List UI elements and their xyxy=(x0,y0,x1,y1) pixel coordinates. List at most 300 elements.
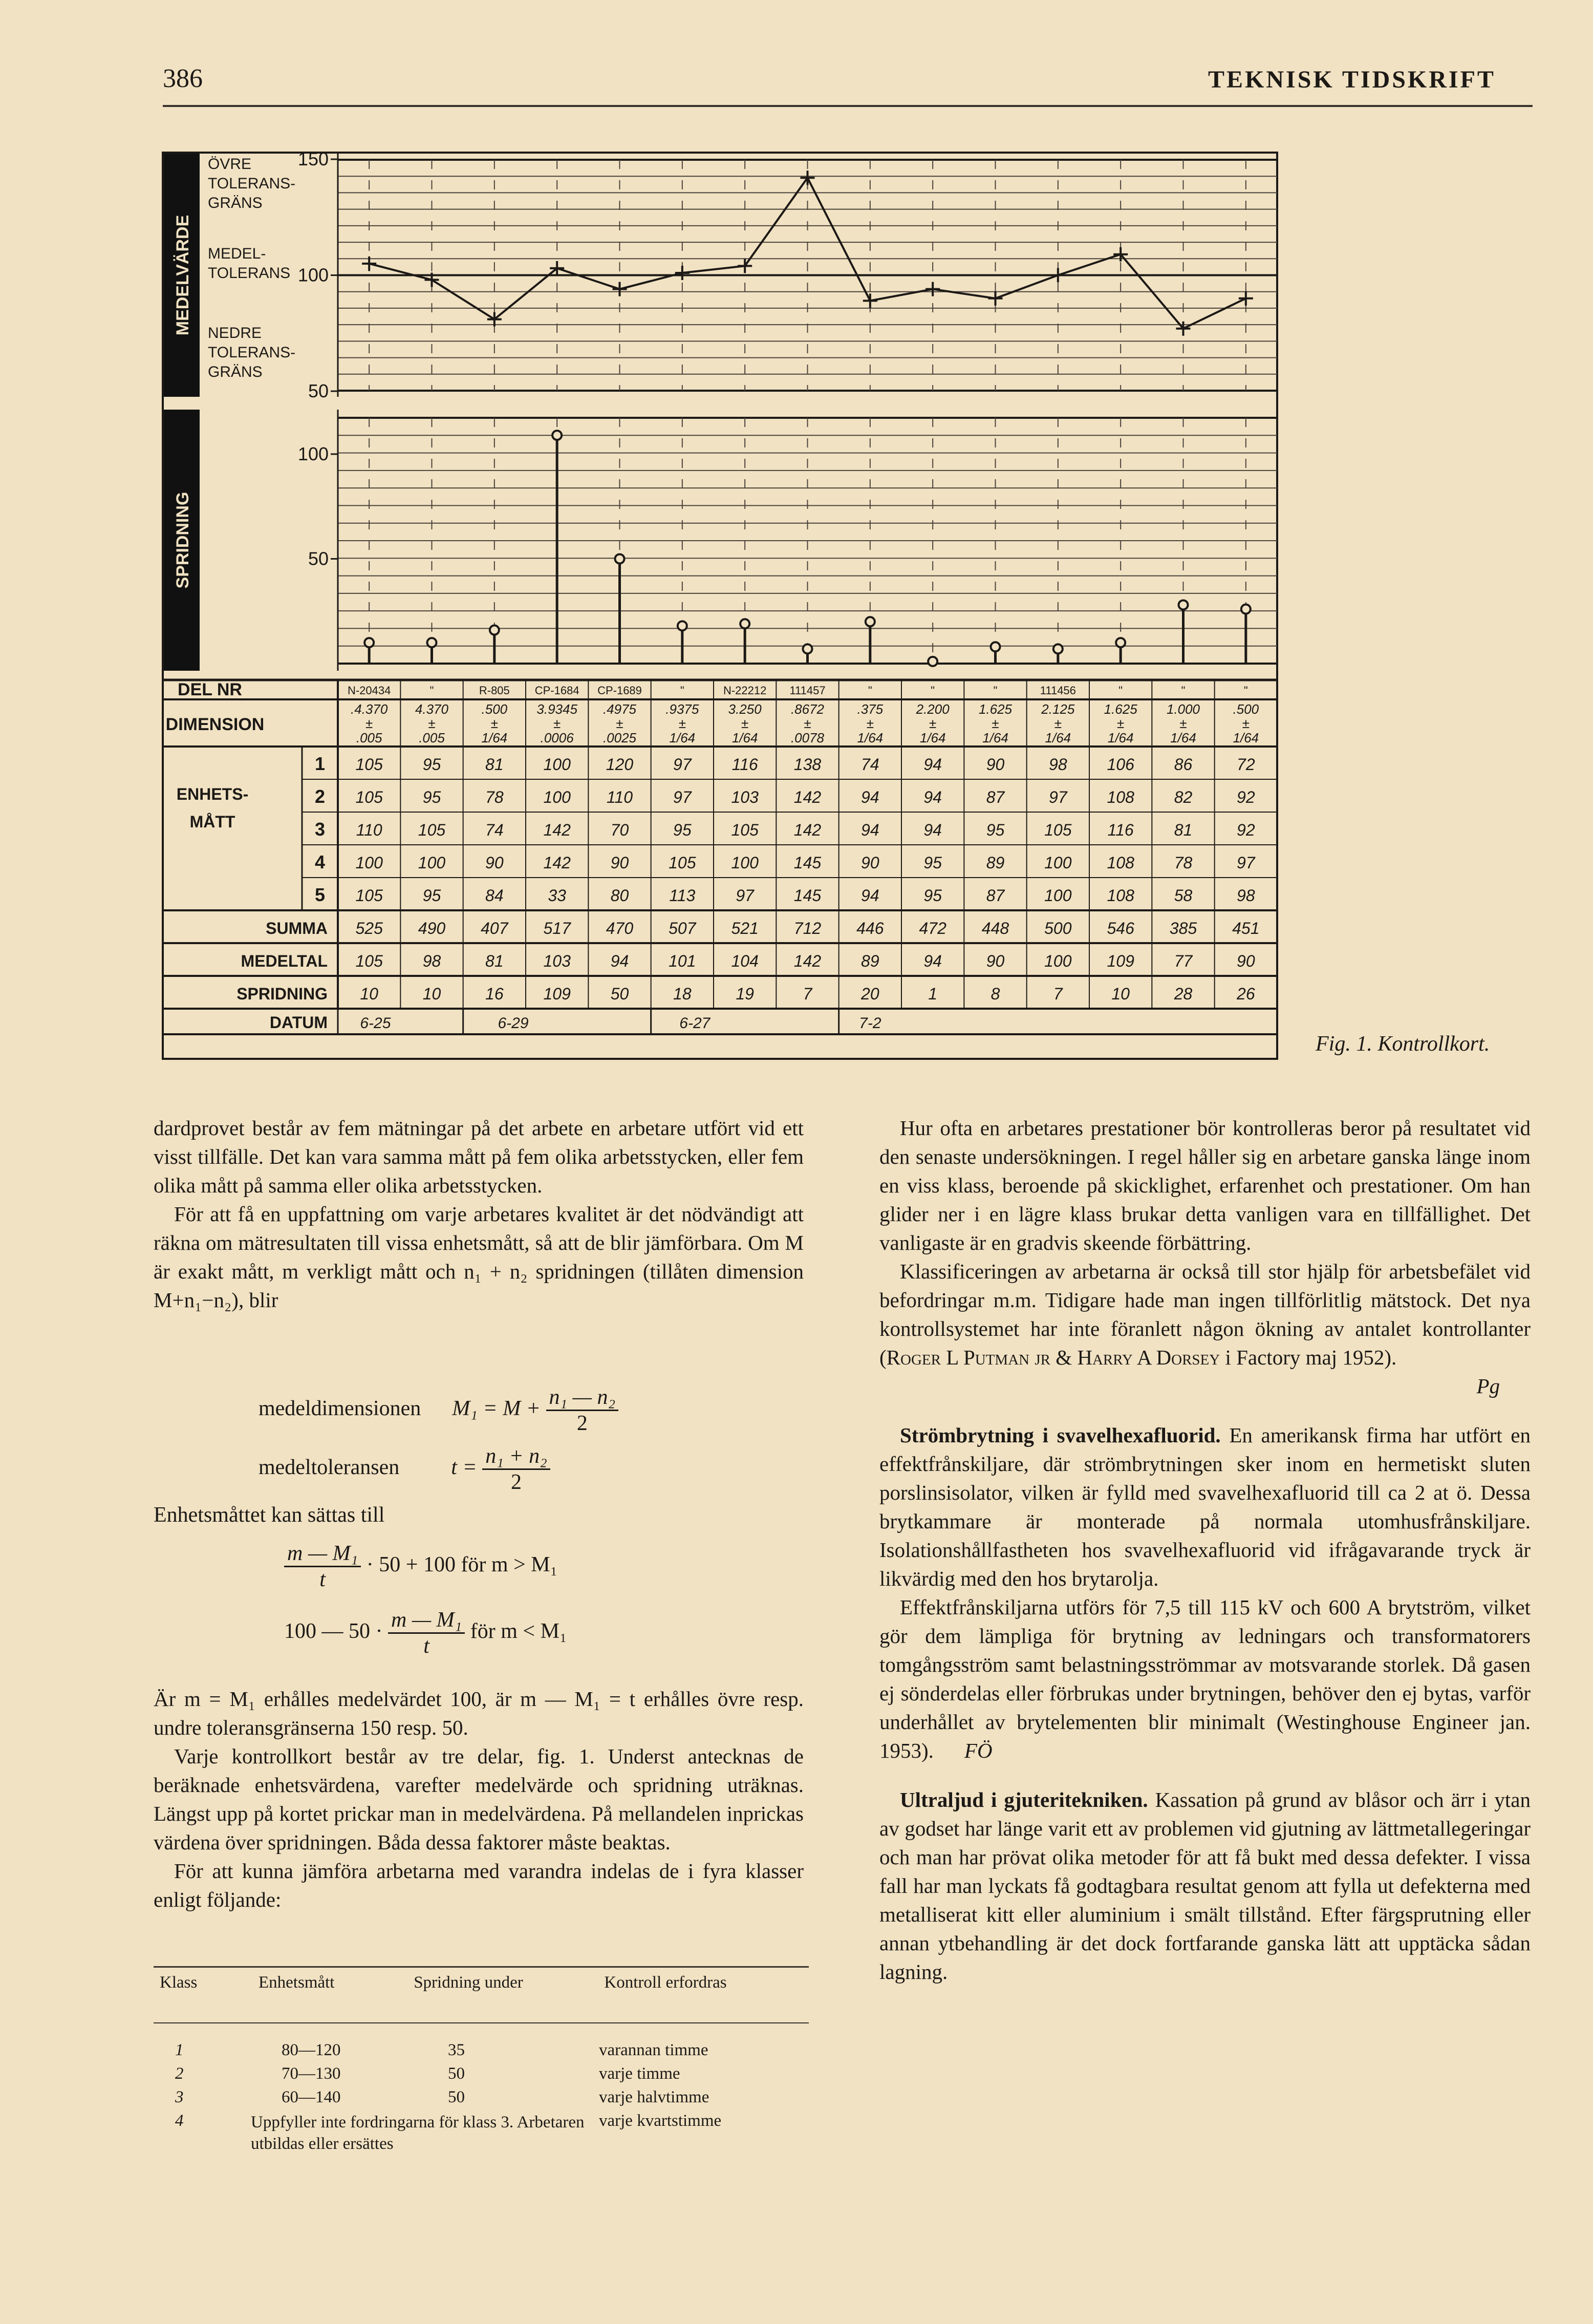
enhetsmatt-value: 98 xyxy=(1049,755,1067,774)
spridning-value: 10 xyxy=(360,985,378,1003)
class-row-3-spridning: 50 xyxy=(448,2088,465,2106)
enhetsmatt-value: 94 xyxy=(861,821,879,839)
label-medel-tolerans-0: MEDEL- xyxy=(208,245,266,262)
dimension-tolerance: .0025 xyxy=(602,730,637,745)
spridning-point xyxy=(678,621,687,630)
row-label-summa: SUMMA xyxy=(266,919,328,937)
right-paragraph-2-text: Klassificeringen av arbetarna är också till stor hjälp för arbetsbefälet vid befordringar m.m. Tidigare hade man ingen tillförlitlig mätstock. Det nya kontrollsystemet har inte föranlett någon ökning av antalet kontrollanter ( xyxy=(879,1260,1531,1369)
figure-caption: Fig. 1. Kontrollkort. xyxy=(1316,1032,1490,1056)
dimension-tolerance: 1/64 xyxy=(1107,730,1134,745)
row-label-medeltal: MEDELTAL xyxy=(241,952,328,970)
dimension-plusminus: ± xyxy=(428,716,436,731)
medelvarde-point xyxy=(1239,291,1253,306)
medeltal-value: 89 xyxy=(861,952,879,970)
enhetsmatt-value: 100 xyxy=(1044,854,1072,872)
dimension-plusminus: ± xyxy=(741,716,749,731)
enhetsmatt-value: 94 xyxy=(923,755,942,774)
formula-1-label: medeldimensionen xyxy=(259,1397,421,1421)
spridning-point xyxy=(1241,605,1251,614)
spridning-point xyxy=(364,638,374,647)
upper-tick-label-100: 100 xyxy=(297,264,329,286)
spridning-point xyxy=(552,431,562,440)
measurement-number-1: 1 xyxy=(314,753,326,774)
class-row-2-kontroll: varje timme xyxy=(599,2064,680,2083)
enhetsmatt-value: 110 xyxy=(356,821,382,839)
dimension-tolerance: 1/64 xyxy=(857,730,884,745)
medeltal-value: 90 xyxy=(986,952,1005,970)
class-table-header-klass: Klass xyxy=(160,1973,198,1992)
enhetsmatt-value: 116 xyxy=(731,755,758,774)
enhetsmatt-value: 94 xyxy=(923,788,942,806)
summa-value: 470 xyxy=(606,919,634,937)
spridning-point xyxy=(740,619,749,628)
summa-value: 385 xyxy=(1169,919,1197,937)
dimension-tolerance: .0006 xyxy=(540,730,574,745)
class-table-header-rule xyxy=(154,2022,809,2023)
enhetsmatt-value: 92 xyxy=(1237,788,1255,806)
dimension-plusminus: ± xyxy=(929,716,937,731)
enhetsmatt-value: 108 xyxy=(1107,886,1134,905)
del-nr-value: CP-1689 xyxy=(597,684,642,697)
enhetsmatt-value: 108 xyxy=(1107,788,1134,806)
formula-2-denominator: 2 xyxy=(511,1470,522,1494)
spridning-value: 50 xyxy=(610,985,629,1003)
summa-value: 525 xyxy=(355,919,383,937)
formula-2-numerator: n₁ + n₂ xyxy=(482,1444,550,1470)
dimension-plusminus: ± xyxy=(1179,716,1187,731)
class-table-top-rule xyxy=(154,1966,809,1968)
spridning-point xyxy=(1179,600,1188,609)
formula-medeldimensionen xyxy=(259,1385,618,1436)
dimension-tolerance: 1/64 xyxy=(731,730,758,745)
medeltal-value: 77 xyxy=(1174,952,1193,970)
class-row-4-klass: 4 xyxy=(175,2112,184,2130)
right-section-2 xyxy=(879,1785,1531,1986)
upper-tick-label-150: 150 xyxy=(297,148,329,169)
signature-fo: FÖ xyxy=(964,1739,993,1762)
dimension-tolerance: 1/64 xyxy=(1045,730,1071,745)
dimension-value: .8672 xyxy=(790,701,825,717)
formula-4-pre: 100 — 50 · xyxy=(284,1619,383,1644)
label-ovre-tolerans-1: TOLERANS- xyxy=(208,175,296,192)
spridning-value: 1 xyxy=(928,985,938,1003)
dimension-value: 2.125 xyxy=(1041,701,1075,717)
right-section-1 xyxy=(879,1421,1531,1593)
measurement-number-3: 3 xyxy=(314,819,326,840)
del-nr-value: 111457 xyxy=(789,684,826,697)
summa-value: 517 xyxy=(543,919,571,937)
measurement-number-5: 5 xyxy=(314,884,326,905)
summa-value: 521 xyxy=(731,919,759,937)
dimension-tolerance: .005 xyxy=(356,730,382,745)
enhetsmatt-value: 100 xyxy=(1044,886,1072,905)
enhetsmatt-value: 105 xyxy=(355,755,383,774)
summa-value: 500 xyxy=(1044,919,1072,937)
dimension-tolerance: 1/64 xyxy=(1233,730,1259,745)
enhetsmatt-value: 81 xyxy=(1174,821,1193,839)
spridning-point xyxy=(1053,644,1063,653)
enhetsmatt-value: 95 xyxy=(923,886,942,905)
spridning-point xyxy=(490,626,499,635)
enhetsmatt-value: 81 xyxy=(485,755,504,774)
enhetsmatt-value: 94 xyxy=(861,886,879,905)
enhetsmatt-value: 87 xyxy=(986,788,1005,806)
enhetsmatt-value: 97 xyxy=(673,755,692,774)
summa-value: 507 xyxy=(669,919,696,937)
upper-tick-label-50: 50 xyxy=(308,380,329,401)
del-nr-value: " xyxy=(680,684,684,697)
class-table-header-kontroll: Kontroll erfordras xyxy=(604,1973,727,1992)
datum-value: 6-27 xyxy=(679,1015,711,1032)
right-paragraph-2-authors: Roger L Putman jr & Harry A Dorsey xyxy=(886,1346,1220,1369)
spridning-point xyxy=(803,644,812,653)
formula-4-numerator: m — M₁ xyxy=(388,1608,465,1634)
formula-3-numerator: m — M₁ xyxy=(284,1541,361,1567)
del-nr-value: " xyxy=(931,684,935,697)
summa-value: 446 xyxy=(856,919,884,937)
medeltal-value: 104 xyxy=(731,952,759,970)
class-row-4-kontroll: varje kvartstimme xyxy=(599,2112,722,2130)
dimension-plusminus: ± xyxy=(992,716,999,731)
measurement-number-4: 4 xyxy=(314,851,326,872)
dimension-plusminus: ± xyxy=(553,716,561,731)
section-2-text: Kassation på grund av blåsor och ärr i ytan av godset har länge varit ett av problemen vid gjutning av lättmetallegeringar och man har prövat olika metoder för att få bukt med dessa defekter. I vissa fall har man lyckats få godtagbara resultat genom att fylla ut defekterna med metalliserat kitt eller aluminium i smält tillstånd. Efter färgsprutning eller annan ytbehandling är det dock fortfarande ganska lätt att upptäcka sådan lagning. xyxy=(879,1788,1531,1984)
enhetsmatt-value: 106 xyxy=(1107,755,1134,774)
dimension-tolerance: 1/64 xyxy=(982,730,1008,745)
dimension-tolerance: 1/64 xyxy=(919,730,946,745)
enhetsmatt-value: 105 xyxy=(355,886,383,905)
right-paragraph-3 xyxy=(879,1593,1531,1765)
enhetsmatt-value: 100 xyxy=(543,788,571,806)
enhetsmatt-value: 82 xyxy=(1174,788,1193,806)
del-nr-value: " xyxy=(1243,684,1248,697)
enhetsmatt-value: 138 xyxy=(793,755,822,774)
medelvarde-point xyxy=(738,259,752,273)
measurement-number-2: 2 xyxy=(314,786,326,807)
enhetsmatt-value: 95 xyxy=(673,821,692,839)
enhetsmatt-value: 74 xyxy=(861,755,879,774)
medeltal-value: 98 xyxy=(422,952,441,970)
spridning-value: 16 xyxy=(485,985,504,1003)
left-paragraph-5: Varje kontrollkort består av tre delar, fig. 1. Underst antecknas de beräknade enhetsvärdena, varefter medelvärde och spridning uträknas. Längst upp på kortet prickar man in medelvärdena. På mellandelen inprickas värdena över spridningen. Båda dessa faktorer måste beaktas. xyxy=(154,1744,804,1854)
formula-2-label: medeltoleransen xyxy=(259,1456,400,1480)
class-row-4-enhetsmatt: Uppfyller inte fordringarna för klass 3. Arbetaren utbildas eller ersättes xyxy=(251,2113,585,2153)
enhetsmatt-value: 97 xyxy=(736,886,754,905)
dimension-value: 1.625 xyxy=(978,701,1013,717)
enhetsmatt-value: 97 xyxy=(1237,854,1255,872)
dimension-value: 3.9345 xyxy=(536,701,577,717)
left-paragraph-4: Är m = M₁ erhålles medelvärdet 100, är m — M₁ = t erhålles övre resp. undre toleransgränserna 150 resp. 50. xyxy=(154,1687,804,1739)
class-row-2-klass: 2 xyxy=(175,2064,184,2083)
medeltal-value: 90 xyxy=(1237,952,1255,970)
row-label-enhetsmatt-0: ENHETS- xyxy=(176,785,249,803)
medelvarde-point xyxy=(1051,268,1065,283)
page-number: 386 xyxy=(163,64,203,93)
class-row-3-kontroll: varje halvtimme xyxy=(599,2088,709,2106)
spridning-value: 19 xyxy=(736,985,754,1003)
enhetsmatt-value: 105 xyxy=(418,821,446,839)
enhetsmatt-value: 100 xyxy=(543,755,571,774)
class-row-2-enhetsmatt: 70—130 xyxy=(282,2064,341,2083)
enhetsmatt-value: 33 xyxy=(548,886,566,905)
spridning-point xyxy=(1116,638,1125,647)
spridning-value: 109 xyxy=(543,985,571,1003)
spridning-value: 8 xyxy=(991,985,1000,1003)
spridning-point xyxy=(991,642,1000,651)
spridning-band-label: SPRIDNING xyxy=(173,492,192,589)
medeltal-value: 94 xyxy=(610,952,629,970)
section-heading-ultraljud: Ultraljud i gjuteritekniken. xyxy=(900,1788,1148,1811)
enhetsmatt-value: 142 xyxy=(543,854,571,872)
journal-title: TEKNISK TIDSKRIFT xyxy=(1208,66,1496,93)
enhetsmatt-value: 84 xyxy=(485,886,504,905)
right-paragraph-2 xyxy=(879,1257,1531,1372)
summa-value: 472 xyxy=(919,919,946,937)
dimension-plusminus: ± xyxy=(866,716,874,731)
formula-4-rest: för m < M₁ xyxy=(470,1619,567,1644)
medeltal-value: 103 xyxy=(543,952,571,970)
enhetsmatt-value: 120 xyxy=(606,755,634,774)
medeltal-value: 105 xyxy=(355,952,383,970)
spridning-value: 26 xyxy=(1237,985,1255,1003)
enhetsmatt-value: 78 xyxy=(485,788,504,806)
spridning-value: 20 xyxy=(861,985,879,1003)
medelvarde-point xyxy=(988,291,1003,306)
class-row-1-klass: 1 xyxy=(175,2041,184,2059)
del-nr-value: 111456 xyxy=(1040,684,1076,697)
dimension-plusminus: ± xyxy=(616,716,623,731)
dimension-plusminus: ± xyxy=(804,716,811,731)
del-nr-value: " xyxy=(1181,684,1186,697)
signature-pg: Pg xyxy=(1476,1374,1500,1398)
enhetsmatt-value: 97 xyxy=(673,788,692,806)
dimension-plusminus: ± xyxy=(490,716,498,731)
summa-value: 712 xyxy=(793,919,822,937)
dimension-value: 2.200 xyxy=(916,701,950,717)
enhetsmatt-value: 78 xyxy=(1174,854,1193,872)
dimension-tolerance: 1/64 xyxy=(1170,730,1196,745)
section-1-text: En amerikansk firma har utfört en effektfrånskiljare, där strömbrytningen sker inom en hermetiskt sluten porslinsisolator, vilken är fylld med svavelhexafluorid till ca 2 at ö. Dessa brytkammare är monterade på normala utomhusfrånskiljare. Isolationshållfastheten hos svavelhexafluorid vid ifrågavarande tryck är likvärdig med den hos brytarolja. xyxy=(879,1423,1531,1590)
formula-1-numerator: n₁ — n₂ xyxy=(546,1385,619,1411)
label-ovre-tolerans-2: GRÄNS xyxy=(208,195,263,211)
formula-medeltoleransen xyxy=(259,1444,550,1495)
medelvarde-point xyxy=(801,170,815,185)
label-nedre-tolerans-2: GRÄNS xyxy=(208,364,263,380)
summa-value: 407 xyxy=(481,919,508,937)
formula-2-lhs: t = xyxy=(451,1456,477,1480)
spridning-value: 10 xyxy=(422,985,441,1003)
dimension-value: .9375 xyxy=(665,701,699,717)
dimension-tolerance: .005 xyxy=(419,730,445,745)
middle-tick-label-50: 50 xyxy=(308,548,329,569)
dimension-value: .375 xyxy=(857,701,884,717)
enhetsmatt-value: 145 xyxy=(793,886,822,905)
del-nr-value: R-805 xyxy=(479,684,510,697)
medelvarde-point xyxy=(863,293,877,308)
enhetsmatt-value: 90 xyxy=(610,854,629,872)
formula-4-denominator: t xyxy=(423,1634,429,1658)
enhetsmatt-value: 92 xyxy=(1237,821,1255,839)
enhetsmatt-value: 74 xyxy=(485,821,504,839)
del-nr-value: " xyxy=(993,684,998,697)
dimension-value: .4975 xyxy=(602,701,637,717)
medelvarde-point xyxy=(675,266,690,280)
enhetsmatt-value: 89 xyxy=(986,854,1005,872)
dimension-tolerance: .0078 xyxy=(790,730,825,745)
row-label-dimension: DIMENSION xyxy=(165,715,265,734)
medelvarde-point xyxy=(613,282,627,296)
medeltal-value: 81 xyxy=(485,952,504,970)
datum-value: 6-25 xyxy=(360,1015,391,1032)
enhetsmatt-value: 116 xyxy=(1107,821,1134,839)
formula-3-rest: · 50 + 100 för m > M₁ xyxy=(366,1553,558,1577)
middle-tick-label-100: 100 xyxy=(297,443,329,464)
del-nr-value: " xyxy=(429,684,434,697)
row-label-datum: DATUM xyxy=(269,1013,328,1032)
spridning-value: 18 xyxy=(673,985,692,1003)
class-row-1-spridning: 35 xyxy=(448,2041,465,2059)
enhetsmatt-value: 95 xyxy=(422,755,441,774)
medeltal-value: 142 xyxy=(793,952,822,970)
right-column xyxy=(879,1114,1531,1986)
dimension-tolerance: 1/64 xyxy=(481,730,508,745)
enhetsmatt-value: 142 xyxy=(793,821,822,839)
enhetsmatt-value: 58 xyxy=(1174,886,1193,905)
dimension-plusminus: ± xyxy=(678,716,686,731)
enhetsmatt-value: 90 xyxy=(986,755,1005,774)
enhetsmatt-value: 95 xyxy=(422,886,441,905)
spridning-point xyxy=(615,554,625,563)
dimension-value: 4.370 xyxy=(415,701,449,717)
control-chart-figure xyxy=(0,0,1593,1075)
formula-1-lhs: M₁ = M + xyxy=(452,1397,541,1421)
spridning-value: 10 xyxy=(1111,985,1130,1003)
del-nr-value: N-20434 xyxy=(347,684,391,697)
label-ovre-tolerans-0: ÖVRE xyxy=(208,156,252,173)
dimension-plusminus: ± xyxy=(365,716,373,731)
enhetsmatt-value: 87 xyxy=(986,886,1005,905)
enhetsmatt-value: 90 xyxy=(861,854,879,872)
enhetsmatt-value: 110 xyxy=(606,788,633,806)
class-row-1-kontroll: varannan timme xyxy=(599,2041,708,2059)
dimension-value: 3.250 xyxy=(728,701,762,717)
right-paragraph-3-text: Effektfrånskiljarna utförs för 7,5 till 115 kV och 600 A brytström, vilket gör dem lämpliga för brytning av ledningars och transformatorers tomgångsström samt belastningsströmmar av motsvarande storlek. Då gasen ej sönderdelas eller förbrukas under brytningen, behöver den ej bytas, varför underhållet av brytelementen blir minimalt (Westinghouse Engineer jan. 1953). xyxy=(879,1595,1531,1762)
enhetsmatt-value: 90 xyxy=(485,854,504,872)
class-table-header-spridning: Spridning under xyxy=(414,1973,523,1992)
enhetsmatt-value: 108 xyxy=(1107,854,1134,872)
dimension-value: .500 xyxy=(481,701,508,717)
datum-value: 7-2 xyxy=(859,1015,881,1032)
enhetsmatt-value: 95 xyxy=(422,788,441,806)
enhetsmatt-value: 142 xyxy=(793,788,822,806)
medeltal-value: 101 xyxy=(669,952,696,970)
class-row-2-spridning: 50 xyxy=(448,2064,465,2083)
summa-value: 546 xyxy=(1107,919,1134,937)
label-nedre-tolerans-0: NEDRE xyxy=(208,325,262,342)
del-nr-value: " xyxy=(1118,684,1123,697)
formula-1-denominator: 2 xyxy=(576,1412,588,1435)
enhetsmatt-intro: Enhetsmåttet kan sättas till xyxy=(154,1503,385,1527)
enhetsmatt-value: 105 xyxy=(1044,821,1072,839)
dimension-value: 1.000 xyxy=(1166,701,1200,717)
left-column xyxy=(154,1114,804,1314)
medelvarde-band-label: MEDELVÄRDE xyxy=(173,215,192,336)
enhetsmatt-value: 145 xyxy=(793,854,822,872)
left-column-lower xyxy=(154,1685,804,1914)
class-row-3-klass: 3 xyxy=(175,2088,184,2106)
class-table-header-enhetsmatt: Enhetsmått xyxy=(259,1973,335,1992)
enhetsmatt-value: 97 xyxy=(1049,788,1067,806)
enhetsmatt-value: 113 xyxy=(669,886,696,905)
left-paragraph-6: För att kunna jämföra arbetarna med varandra indelas de i fyra klasser enligt följande: xyxy=(154,1859,804,1911)
left-paragraph-1: dardprovet består av fem mätningar på det arbete en arbetare utfört vid ett visst tillfälle. Det kan vara samma mått på fem olika arbetsstycken, eller fem olika mått på samma eller olika arbetsstycken. xyxy=(154,1116,804,1197)
enhetsmatt-value: 98 xyxy=(1237,886,1255,905)
spridning-value: 7 xyxy=(803,985,812,1003)
spridning-point xyxy=(928,657,937,666)
enhetsmatt-value: 70 xyxy=(610,821,629,839)
class-row-3-enhetsmatt: 60—140 xyxy=(282,2088,341,2106)
del-nr-value: N-22212 xyxy=(723,684,767,697)
spridning-value: 28 xyxy=(1174,985,1193,1003)
formula-enhetsmatt-upper xyxy=(284,1541,557,1592)
label-nedre-tolerans-1: TOLERANS- xyxy=(208,344,296,361)
enhetsmatt-value: 95 xyxy=(923,854,942,872)
row-label-enhetsmatt-1: MÅTT xyxy=(189,813,235,831)
enhetsmatt-value: 100 xyxy=(418,854,446,872)
dimension-plusminus: ± xyxy=(1054,716,1062,731)
del-nr-value: CP-1684 xyxy=(534,684,579,697)
enhetsmatt-value: 105 xyxy=(669,854,696,872)
enhetsmatt-value: 105 xyxy=(355,788,383,806)
dimension-tolerance: 1/64 xyxy=(669,730,696,745)
left-paragraph-2: För att få en uppfattning om varje arbetares kvalitet är det nödvändigt att räkna om mätresultaten till vissa enhetsmått, så att de blir jämförbara. Om M är exakt mått, m verkligt mått och n₁ + n₂ spridningen (tillåten dimension M+n₁−n₂), blir xyxy=(154,1202,804,1312)
medeltal-value: 94 xyxy=(923,952,942,970)
dimension-value: .500 xyxy=(1233,701,1259,717)
spridning-value: 7 xyxy=(1053,985,1063,1003)
enhetsmatt-value: 95 xyxy=(986,821,1005,839)
medeltal-value: 109 xyxy=(1107,952,1134,970)
right-paragraph-2-tail: i Factory maj 1952). xyxy=(1220,1346,1397,1369)
enhetsmatt-value: 86 xyxy=(1174,755,1193,774)
class-row-1-enhetsmatt: 80—120 xyxy=(282,2041,341,2059)
enhetsmatt-value: 94 xyxy=(923,821,942,839)
formula-enhetsmatt-lower xyxy=(284,1608,567,1658)
enhetsmatt-value: 94 xyxy=(861,788,879,806)
del-nr-value: " xyxy=(868,684,872,697)
summa-value: 448 xyxy=(981,919,1009,937)
enhetsmatt-value: 105 xyxy=(731,821,759,839)
spridning-point xyxy=(866,617,875,626)
datum-value: 6-29 xyxy=(498,1015,529,1032)
section-heading-stromborytning: Strömbrytning i svavelhexafluorid. xyxy=(900,1423,1221,1447)
formula-3-denominator: t xyxy=(319,1568,326,1591)
dimension-value: 1.625 xyxy=(1104,701,1137,717)
enhetsmatt-value: 142 xyxy=(543,821,571,839)
enhetsmatt-value: 80 xyxy=(610,886,629,905)
dimension-value: .4.370 xyxy=(351,701,388,717)
summa-value: 451 xyxy=(1232,919,1260,937)
enhetsmatt-value: 100 xyxy=(731,854,759,872)
medeltal-value: 100 xyxy=(1044,952,1072,970)
dimension-plusminus: ± xyxy=(1242,716,1250,731)
row-label-spridning: SPRIDNING xyxy=(236,985,328,1003)
spridning-point xyxy=(427,638,437,647)
row-label-del-nr: DEL NR xyxy=(178,680,242,699)
label-medel-tolerans-1: TOLERANS xyxy=(208,265,291,282)
dimension-plusminus: ± xyxy=(1117,716,1125,731)
right-paragraph-1: Hur ofta en arbetares prestationer bör kontrolleras beror på resultatet vid den senaste undersökningen. I regel håller sig en arbetare ganska länge inom en viss klass, beroende på skicklighet, erfarenhet och prestationer. Om han glider ner i en lägre klass brukar detta vanligen vara en tillfällighet. Det vanligaste är en gradvis skeende förbättring. xyxy=(879,1116,1531,1254)
enhetsmatt-value: 72 xyxy=(1237,755,1255,774)
